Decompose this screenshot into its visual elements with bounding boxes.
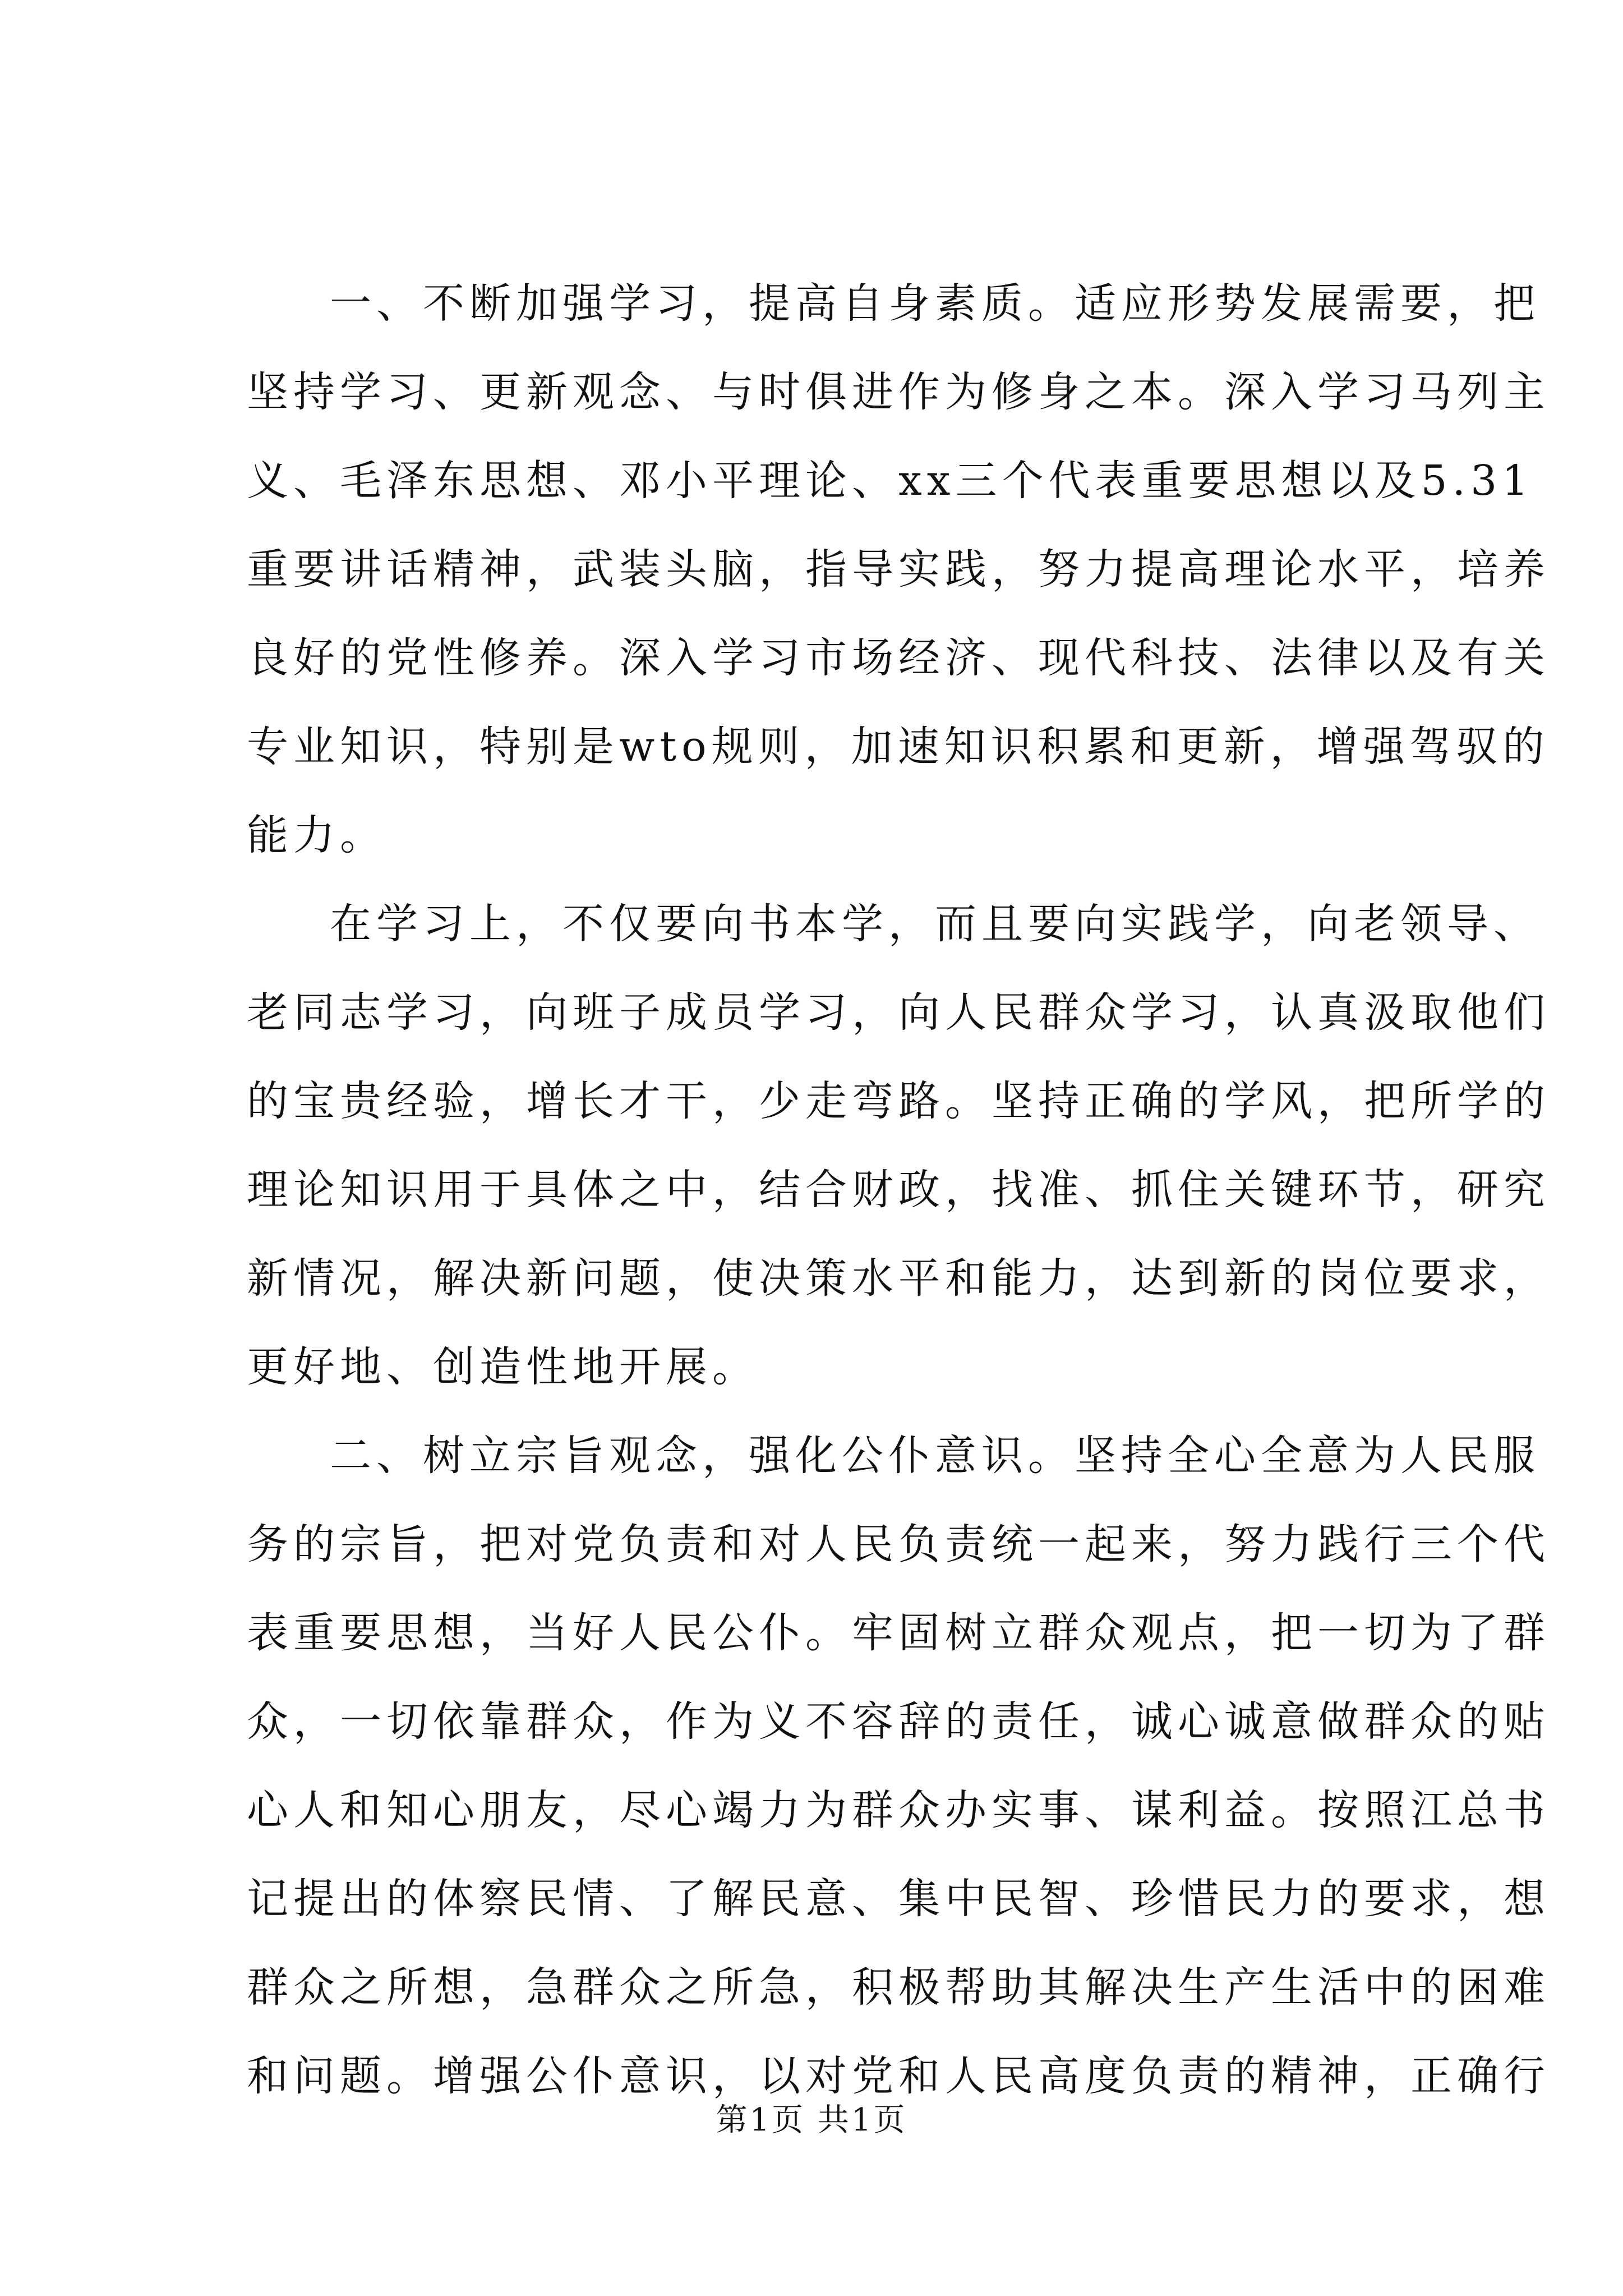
text-line: 坚持学习、更新观念、与时俱进作为修身之本。深入学习马列主 [247, 368, 1550, 416]
text-line: 务的宗旨，把对党负责和对人民负责统一起来，努力践行三个代 [247, 1520, 1550, 1568]
text-line: 众，一切依靠群众，作为义不容辞的责任，诚心诚意做群众的贴 [247, 1697, 1550, 1746]
text-line: 在学习上，不仅要向书本学，而且要向实践学，向老领导、 [330, 900, 1540, 948]
document-body [247, 259, 1550, 2120]
text-line: 更好地、创造性地开展。 [247, 1343, 759, 1391]
text-line: 新情况，解决新问题，使决策水平和能力，达到新的岗位要求， [247, 1254, 1550, 1303]
text-line: 心人和知心朋友，尽心竭力为群众办实事、谋利益。按照江总书 [247, 1786, 1550, 1834]
text-line: 二、树立宗旨观念，强化公仆意识。坚持全心全意为人民服 [330, 1432, 1540, 1480]
text-line: 和问题。增强公仆意识，以对党和人民高度负责的精神，正确行 [247, 2052, 1550, 2100]
text-line: 老同志学习，向班子成员学习，向人民群众学习，认真汲取他们 [247, 988, 1550, 1037]
text-line: 的宝贵经验，增长才干，少走弯路。坚持正确的学风，把所学的 [247, 1077, 1550, 1125]
text-line: 一、不断加强学习，提高自身素质。适应形势发展需要，把 [330, 279, 1540, 328]
text-line: 理论知识用于具体之中，结合财政，找准、抓住关键环节，研究 [247, 1166, 1550, 1214]
text-line: 专业知识，特别是wto规则，加速知识积累和更新，增强驾驭的 [247, 723, 1550, 771]
text-line: 能力。 [247, 811, 386, 859]
text-line: 表重要思想，当好人民公仆。牢固树立群众观点，把一切为了群 [247, 1609, 1550, 1657]
text-line: 重要讲话精神，武装头脑，指导实践，努力提高理论水平，培养 [247, 545, 1550, 593]
page-number-footer: 第1页 共1页 [716, 2102, 907, 2138]
text-line: 群众之所想，急群众之所急，积极帮助其解决生产生活中的困难 [247, 1963, 1550, 2012]
text-line: 记提出的体察民情、了解民意、集中民智、珍惜民力的要求，想 [247, 1875, 1550, 1923]
text-line: 良好的党性修养。深入学习市场经济、现代科技、法律以及有关 [247, 634, 1550, 682]
text-line: 义、毛泽东思想、邓小平理论、xx三个代表重要思想以及5.31 [247, 457, 1534, 505]
